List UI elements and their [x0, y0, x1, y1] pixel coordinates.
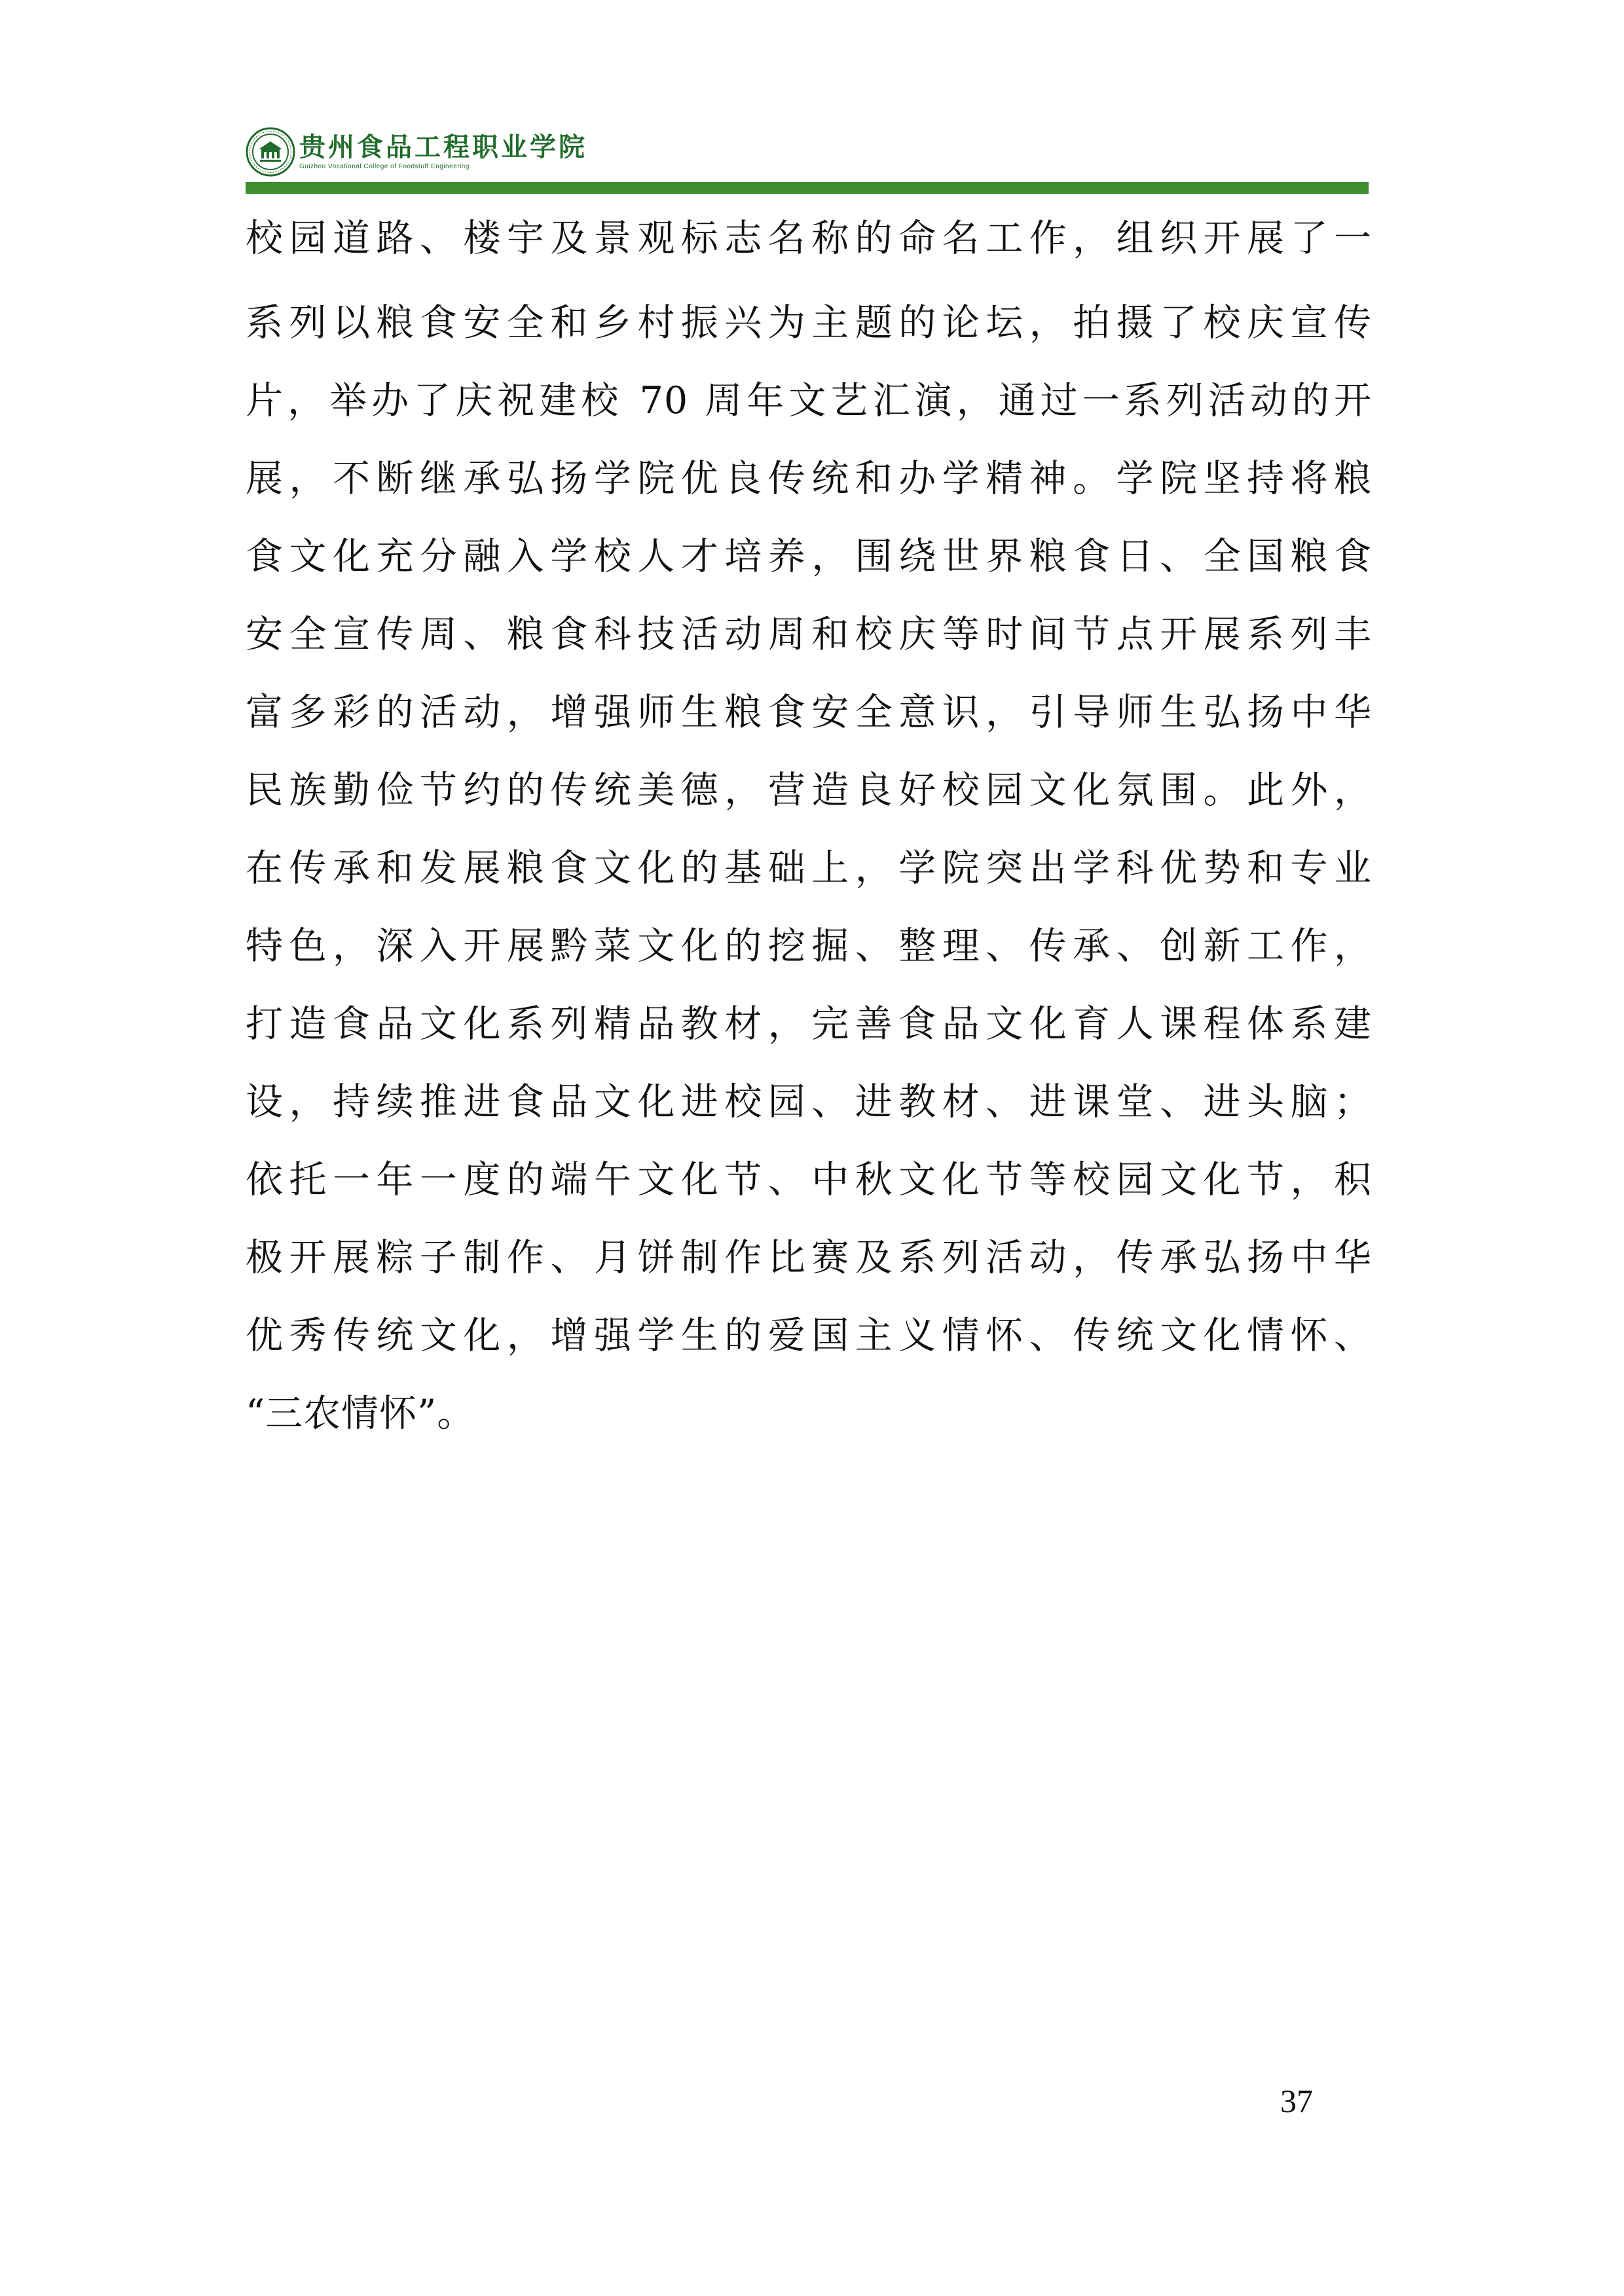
college-seal-icon	[246, 127, 295, 177]
text-line: 极开展粽子制作、月饼制作比赛及系列活动，传承弘扬中华	[246, 1236, 1372, 1279]
text-line: 依托一年一度的端午文化节、中秋文化节等校园文化节，积	[246, 1158, 1372, 1201]
college-name-en: Guizhou Vocational College of Foodstuff Engineering	[299, 163, 470, 170]
college-name-cn: 贵州食品工程职业学院	[299, 132, 587, 162]
text-line: 片，举办了庆祝建校 70 周年文艺汇演，通过一系列活动的开	[246, 379, 1372, 422]
text-line: 民族勤俭节约的传统美德，营造良好校园文化氛围。此外，	[246, 769, 1372, 812]
text-line: 系列以粮食安全和乡村振兴为主题的论坛，拍摄了校庆宣传	[246, 301, 1372, 344]
page-header	[246, 124, 1369, 196]
text-line: 展，不断继承弘扬学院优良传统和办学精神。学院坚持将粮	[246, 457, 1372, 500]
college-logo	[246, 124, 587, 179]
text-line: 富多彩的活动，增强师生粮食安全意识，引导师生弘扬中华	[246, 691, 1372, 734]
text-line: 特色，深入开展黔菜文化的挖掘、整理、传承、创新工作，	[246, 924, 1372, 968]
text-line: 食文化充分融入学校人才培养，围绕世界粮食日、全国粮食	[246, 535, 1372, 578]
text-line: 校园道路、楼宇及景观标志名称的命名工作，组织开展了一	[246, 217, 1372, 260]
text-line: 在传承和发展粮食文化的基础上，学院突出学科优势和专业	[246, 847, 1372, 890]
body-text	[246, 213, 1372, 1466]
header-divider	[246, 182, 1369, 194]
text-line: 安全宣传周、粮食科技活动周和校庆等时间节点开展系列丰	[246, 613, 1372, 656]
text-line: 优秀传统文化，增强学生的爱国主义情怀、传统文化情怀、	[246, 1314, 1372, 1357]
text-line: 打造食品文化系列精品教材，完善食品文化育人课程体系建	[246, 1002, 1372, 1046]
text-line: 设，持续推进食品文化进校园、进教材、进课堂、进头脑；	[246, 1080, 1372, 1123]
text-line: “三农情怀”。	[246, 1392, 475, 1435]
page-number: 37	[1280, 2083, 1313, 2119]
